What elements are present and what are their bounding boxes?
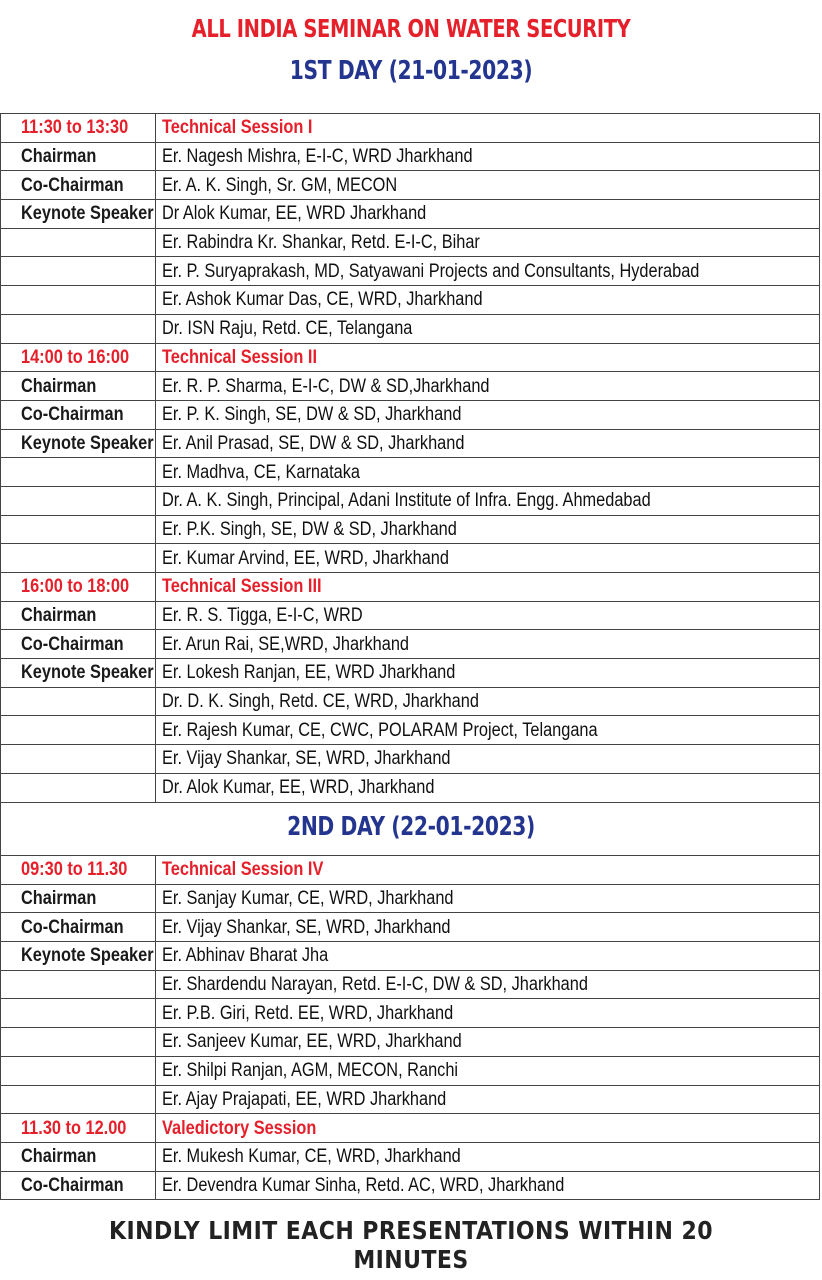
person-cell bbox=[156, 228, 820, 257]
person-name: Er. Shardendu Narayan, Retd. E-I-C, DW & SD, Jharkhand bbox=[162, 974, 588, 996]
table-row bbox=[1, 1085, 820, 1114]
day2-heading: 2ND DAY (22-01-2023) bbox=[287, 812, 535, 842]
role-cell bbox=[1, 314, 156, 343]
role-cell bbox=[1, 1085, 156, 1114]
day2-schedule-body bbox=[1, 856, 820, 1200]
person-cell bbox=[156, 745, 820, 774]
table-row bbox=[1, 999, 820, 1028]
session-name-cell bbox=[156, 856, 820, 885]
role-label: Co-Chairman bbox=[21, 174, 124, 196]
role-cell bbox=[1, 716, 156, 745]
person-cell bbox=[156, 773, 820, 802]
table-row bbox=[1, 884, 820, 913]
session-name: Technical Session III bbox=[162, 576, 322, 598]
person-cell bbox=[156, 716, 820, 745]
person-name: Dr. A. K. Singh, Principal, Adani Institute of Infra. Engg. Ahmedabad bbox=[162, 490, 651, 512]
table-row bbox=[1, 1056, 820, 1085]
role-label: Chairman bbox=[21, 375, 97, 397]
session-row bbox=[1, 1114, 820, 1143]
day1-schedule-table bbox=[0, 113, 820, 803]
table-row bbox=[1, 171, 820, 200]
person-cell bbox=[156, 913, 820, 942]
session-name-cell bbox=[156, 343, 820, 372]
person-cell bbox=[156, 257, 820, 286]
session-time: 11.30 to 12.00 bbox=[21, 1117, 127, 1139]
role-cell bbox=[1, 372, 156, 401]
presentation-time-note: KINDLY LIMIT EACH PRESENTATIONS WITHIN 20 MINUTES bbox=[109, 1216, 713, 1274]
person-cell bbox=[156, 942, 820, 971]
session-name-cell bbox=[156, 573, 820, 602]
role-cell bbox=[1, 429, 156, 458]
role-cell bbox=[1, 601, 156, 630]
table-row bbox=[1, 601, 820, 630]
role-cell bbox=[1, 171, 156, 200]
session-name: Technical Session II bbox=[162, 346, 317, 368]
role-cell bbox=[1, 999, 156, 1028]
session-time-cell bbox=[1, 343, 156, 372]
role-cell bbox=[1, 942, 156, 971]
person-cell bbox=[156, 659, 820, 688]
person-cell bbox=[156, 884, 820, 913]
person-name: Er. Rajesh Kumar, CE, CWC, POLARAM Project, Telangana bbox=[162, 719, 598, 741]
table-row bbox=[1, 286, 820, 315]
session-row bbox=[1, 114, 820, 143]
session-time-cell bbox=[1, 856, 156, 885]
person-cell bbox=[156, 515, 820, 544]
person-cell bbox=[156, 142, 820, 171]
role-label: Co-Chairman bbox=[21, 404, 124, 426]
person-name: Er. Vijay Shankar, SE, WRD, Jharkhand bbox=[162, 916, 451, 938]
person-cell bbox=[156, 544, 820, 573]
person-cell bbox=[156, 1056, 820, 1085]
role-cell bbox=[1, 687, 156, 716]
role-cell bbox=[1, 142, 156, 171]
table-row bbox=[1, 257, 820, 286]
session-time: 11:30 to 13:30 bbox=[21, 117, 129, 139]
day2-schedule-table bbox=[0, 855, 820, 1200]
role-cell bbox=[1, 773, 156, 802]
person-cell bbox=[156, 601, 820, 630]
role-label: Chairman bbox=[21, 146, 97, 168]
person-name: Er. Sanjay Kumar, CE, WRD, Jharkhand bbox=[162, 888, 454, 910]
table-row bbox=[1, 716, 820, 745]
role-cell bbox=[1, 630, 156, 659]
role-cell bbox=[1, 1056, 156, 1085]
table-row bbox=[1, 314, 820, 343]
session-time-cell bbox=[1, 114, 156, 143]
role-cell bbox=[1, 228, 156, 257]
person-name: Er. P.B. Giri, Retd. EE, WRD, Jharkhand bbox=[162, 1002, 454, 1024]
session-time: 14:00 to 16:00 bbox=[21, 346, 130, 368]
table-row bbox=[1, 970, 820, 999]
person-cell bbox=[156, 458, 820, 487]
table-row bbox=[1, 630, 820, 659]
person-name: Er. Mukesh Kumar, CE, WRD, Jharkhand bbox=[162, 1146, 461, 1168]
role-cell bbox=[1, 745, 156, 774]
person-cell bbox=[156, 970, 820, 999]
table-row bbox=[1, 458, 820, 487]
role-cell bbox=[1, 400, 156, 429]
table-row bbox=[1, 142, 820, 171]
role-cell bbox=[1, 257, 156, 286]
table-row bbox=[1, 773, 820, 802]
role-label: Chairman bbox=[21, 1146, 97, 1168]
person-name: Er. Anil Prasad, SE, DW & SD, Jharkhand bbox=[162, 432, 465, 454]
session-row bbox=[1, 573, 820, 602]
table-row bbox=[1, 515, 820, 544]
role-label: Co-Chairman bbox=[21, 916, 124, 938]
person-name: Er. Kumar Arvind, EE, WRD, Jharkhand bbox=[162, 547, 449, 569]
person-name: Er. Madhva, CE, Karnataka bbox=[162, 461, 361, 483]
person-name: Dr. Alok Kumar, EE, WRD, Jharkhand bbox=[162, 777, 435, 799]
person-cell bbox=[156, 1171, 820, 1200]
session-time: 09:30 to 11.30 bbox=[21, 859, 128, 881]
person-cell bbox=[156, 1142, 820, 1171]
table-row bbox=[1, 659, 820, 688]
table-row bbox=[1, 544, 820, 573]
person-name: Er. Rabindra Kr. Shankar, Retd. E-I-C, Bihar bbox=[162, 232, 480, 254]
person-name: Er. Ajay Prajapati, EE, WRD Jharkhand bbox=[162, 1088, 447, 1110]
person-name: Er. P. Suryaprakash, MD, Satyawani Projects and Consultants, Hyderabad bbox=[162, 260, 700, 282]
role-cell bbox=[1, 970, 156, 999]
person-name: Er. Devendra Kumar Sinha, Retd. AC, WRD, Jharkhand bbox=[162, 1174, 565, 1196]
role-cell bbox=[1, 1171, 156, 1200]
day1-heading: 1ST DAY (21-01-2023) bbox=[289, 56, 533, 86]
table-row bbox=[1, 1142, 820, 1171]
role-cell bbox=[1, 659, 156, 688]
role-label: Keynote Speaker bbox=[21, 945, 154, 967]
person-cell bbox=[156, 314, 820, 343]
person-name: Er. Arun Rai, SE,WRD, Jharkhand bbox=[162, 633, 410, 655]
session-name: Valedictory Session bbox=[162, 1117, 317, 1139]
person-name: Er. Shilpi Ranjan, AGM, MECON, Ranchi bbox=[162, 1060, 459, 1082]
person-name: Dr Alok Kumar, EE, WRD Jharkhand bbox=[162, 203, 427, 225]
person-name: Er. Nagesh Mishra, E-I-C, WRD Jharkhand bbox=[162, 146, 473, 168]
person-name: Er. Abhinav Bharat Jha bbox=[162, 945, 329, 967]
person-cell bbox=[156, 200, 820, 229]
session-time-cell bbox=[1, 1114, 156, 1143]
role-label: Keynote Speaker bbox=[21, 432, 154, 454]
role-label: Chairman bbox=[21, 605, 97, 627]
session-name-cell bbox=[156, 114, 820, 143]
session-name: Technical Session I bbox=[162, 117, 313, 139]
role-label: Chairman bbox=[21, 888, 97, 910]
person-name: Er. A. K. Singh, Sr. GM, MECON bbox=[162, 174, 398, 196]
person-name: Er. Lokesh Ranjan, EE, WRD Jharkhand bbox=[162, 662, 456, 684]
session-time-cell bbox=[1, 573, 156, 602]
table-row bbox=[1, 745, 820, 774]
table-row bbox=[1, 400, 820, 429]
role-label: Co-Chairman bbox=[21, 633, 124, 655]
person-name: Er. Ashok Kumar Das, CE, WRD, Jharkhand bbox=[162, 289, 483, 311]
table-row bbox=[1, 1171, 820, 1200]
session-name-cell bbox=[156, 1114, 820, 1143]
role-cell bbox=[1, 1142, 156, 1171]
person-cell bbox=[156, 486, 820, 515]
session-time: 16:00 to 18:00 bbox=[21, 576, 130, 598]
table-row bbox=[1, 942, 820, 971]
person-cell bbox=[156, 286, 820, 315]
role-cell bbox=[1, 515, 156, 544]
person-cell bbox=[156, 400, 820, 429]
role-cell bbox=[1, 286, 156, 315]
table-row bbox=[1, 429, 820, 458]
person-cell bbox=[156, 372, 820, 401]
role-cell bbox=[1, 913, 156, 942]
day1-schedule-body bbox=[1, 114, 820, 803]
role-cell bbox=[1, 200, 156, 229]
person-cell bbox=[156, 429, 820, 458]
person-name: Dr. D. K. Singh, Retd. CE, WRD, Jharkhand bbox=[162, 691, 479, 713]
role-cell bbox=[1, 458, 156, 487]
person-name: Dr. ISN Raju, Retd. CE, Telangana bbox=[162, 318, 413, 340]
role-label: Keynote Speaker bbox=[21, 662, 154, 684]
person-cell bbox=[156, 1085, 820, 1114]
role-label: Co-Chairman bbox=[21, 1174, 124, 1196]
person-name: Er. P. K. Singh, SE, DW & SD, Jharkhand bbox=[162, 404, 462, 426]
person-name: Er. R. S. Tigga, E-I-C, WRD bbox=[162, 605, 363, 627]
person-name: Er. R. P. Sharma, E-I-C, DW & SD,Jharkhand bbox=[162, 375, 490, 397]
role-label: Keynote Speaker bbox=[21, 203, 154, 225]
person-cell bbox=[156, 1028, 820, 1057]
table-row bbox=[1, 1028, 820, 1057]
role-cell bbox=[1, 884, 156, 913]
table-row bbox=[1, 372, 820, 401]
person-name: Er. Sanjeev Kumar, EE, WRD, Jharkhand bbox=[162, 1031, 462, 1053]
table-row bbox=[1, 913, 820, 942]
role-cell bbox=[1, 486, 156, 515]
table-row bbox=[1, 228, 820, 257]
table-row bbox=[1, 200, 820, 229]
session-row bbox=[1, 856, 820, 885]
role-cell bbox=[1, 1028, 156, 1057]
session-name: Technical Session IV bbox=[162, 859, 324, 881]
person-name: Er. P.K. Singh, SE, DW & SD, Jharkhand bbox=[162, 518, 457, 540]
person-cell bbox=[156, 171, 820, 200]
person-cell bbox=[156, 687, 820, 716]
role-cell bbox=[1, 544, 156, 573]
table-row bbox=[1, 486, 820, 515]
person-name: Er. Vijay Shankar, SE, WRD, Jharkhand bbox=[162, 748, 451, 770]
person-cell bbox=[156, 630, 820, 659]
session-row bbox=[1, 343, 820, 372]
table-row bbox=[1, 687, 820, 716]
seminar-title: ALL INDIA SEMINAR ON WATER SECURITY bbox=[191, 14, 631, 43]
person-cell bbox=[156, 999, 820, 1028]
